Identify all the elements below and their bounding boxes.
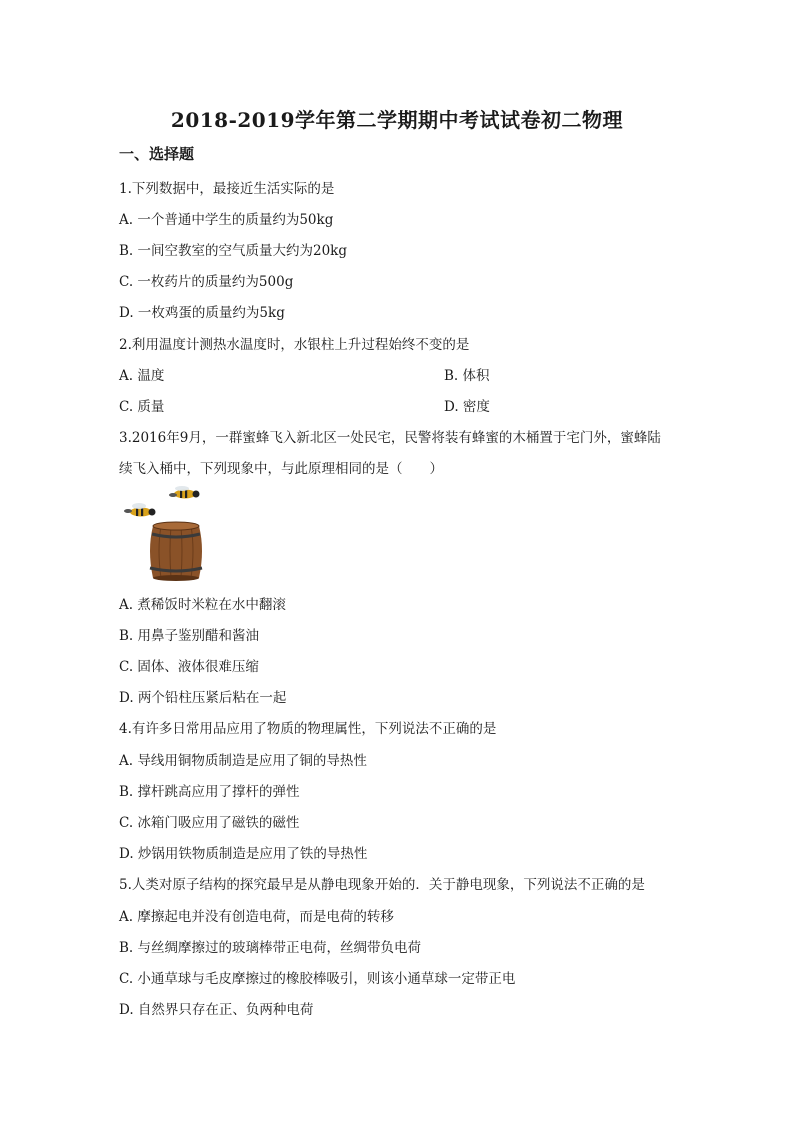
question-5-option-c: C. 小通草球与毛皮摩擦过的橡胶棒吸引，则该小通草球一定带正电 <box>119 971 516 987</box>
question-4-option-c: C. 冰箱门吸应用了磁铁的磁性 <box>119 815 300 831</box>
question-4-option-d: D. 炒锅用铁物质制造是应用了铁的导热性 <box>119 846 368 862</box>
question-5-option-b: B. 与丝绸摩擦过的玻璃棒带正电荷，丝绸带负电荷 <box>119 940 422 956</box>
exam-title: 2018-2019学年第二学期期中考试试卷初二物理 <box>170 108 624 132</box>
question-2-option-d: D. 密度 <box>444 399 490 415</box>
question-4-option-b: B. 撑杆跳高应用了撑杆的弹性 <box>119 784 300 800</box>
question-2-option-b: B. 体积 <box>444 368 490 384</box>
question-1-stem: 1.下列数据中，最接近生活实际的是 <box>119 181 335 197</box>
bee-icon <box>124 503 156 517</box>
question-4-option-a: A. 导线用铜物质制造是应用了铜的导热性 <box>119 753 367 769</box>
question-3-stem-line-2: 续飞入桶中，下列现象中，与此原理相同的是（ ） <box>119 461 443 477</box>
question-1-option-d: D. 一枚鸡蛋的质量约为5kg <box>119 305 285 321</box>
question-5-stem: 5.人类对原子结构的探究最早是从静电现象开始的．关于静电现象，下列说法不正确的是 <box>119 877 645 893</box>
question-1-option-a: A. 一个普通中学生的质量约为50kg <box>119 212 334 228</box>
bee-icon <box>169 486 200 499</box>
question-2-stem: 2.利用温度计测热水温度时，水银柱上升过程始终不变的是 <box>119 337 470 353</box>
question-5-option-a: A. 摩擦起电并没有创造电荷，而是电荷的转移 <box>119 909 394 925</box>
question-3-stem-line-1: 3.2016年9月，一群蜜蜂飞入新北区一处民宅，民警将装有蜂蜜的木桶置于宅门外，蜜蜂陆 <box>119 430 661 446</box>
question-2-option-c: C. 质量 <box>119 399 165 415</box>
question-4-stem: 4.有许多日常用品应用了物质的物理属性，下列说法不正确的是 <box>119 721 497 737</box>
question-3-option-b: B. 用鼻子鉴别醋和酱油 <box>119 628 260 644</box>
question-2-option-a: A. 温度 <box>119 368 165 384</box>
question-3-option-c: C. 固体、液体很难压缩 <box>119 659 259 675</box>
section-heading: 一、选择题 <box>119 145 195 163</box>
question-1-option-b: B. 一间空教室的空气质量大约为20kg <box>119 243 348 259</box>
question-1-option-c: C. 一枚药片的质量约为500g <box>119 274 294 290</box>
bees-barrel-image <box>119 486 211 582</box>
question-5-option-d: D. 自然界只存在正、负两种电荷 <box>119 1002 314 1018</box>
question-3-option-a: A. 煮稀饭时米粒在水中翻滚 <box>119 597 286 613</box>
barrel-icon <box>150 522 202 581</box>
question-3-option-d: D. 两个铅柱压紧后粘在一起 <box>119 690 287 706</box>
bees-barrel-illustration <box>119 486 211 582</box>
